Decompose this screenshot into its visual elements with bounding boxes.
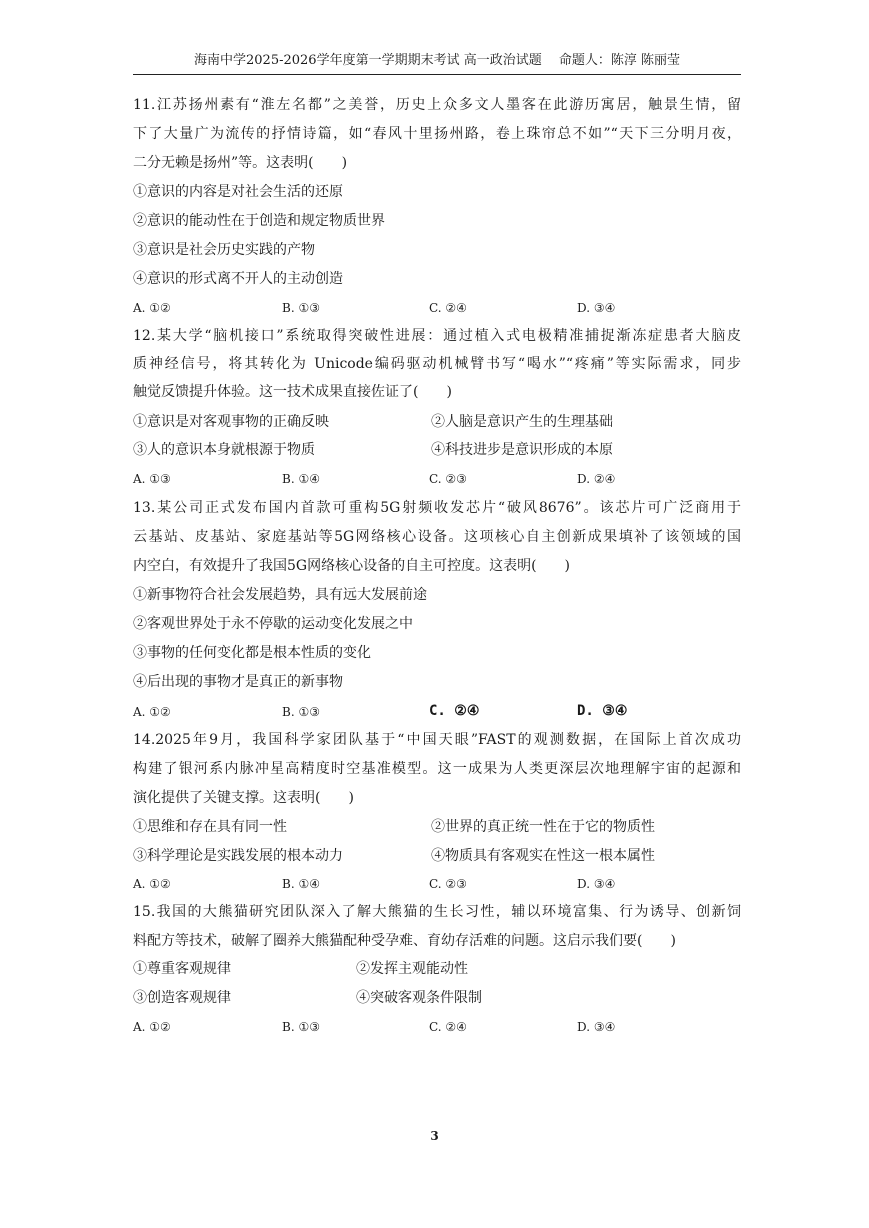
q11-item-2: ②意识的能动性在于创造和规定物质世界 xyxy=(133,213,385,229)
q11-stem-line-1: 11.江苏扬州素有“淮左名都”之美誉，历史上众多文人墨客在此游历寓居，触景生情，留 xyxy=(133,97,741,113)
q15-option-a: A. ①② xyxy=(133,1020,171,1034)
q15-option-b: B. ①③ xyxy=(282,1020,320,1034)
q15-item-4: ④突破客观条件限制 xyxy=(356,990,482,1006)
q12-option-a: A. ①③ xyxy=(133,472,171,486)
q14-item-3: ③科学理论是实践发展的根本动力 xyxy=(133,848,343,864)
q11-stem-line-2: 下了大量广为流传的抒情诗篇，如“春风十里扬州路，卷上珠帘总不如”“天下三分明月夜， xyxy=(133,126,741,142)
q15-item-2: ②发挥主观能动性 xyxy=(356,961,468,977)
q13-stem-line-1: 13.某公司正式发布国内首款可重构5G射频收发芯片“破风8676”。该芯片可广泛商用于 xyxy=(133,500,741,516)
q13-item-3: ③事物的任何变化都是根本性质的变化 xyxy=(133,645,371,661)
q15-option-d: D. ③④ xyxy=(577,1020,616,1034)
q14-stem-line-2: 构建了银河系内脉冲星高精度时空基准模型。这一成果为人类更深层次地理解宇宙的起源和 xyxy=(133,761,741,777)
q11-item-1: ①意识的内容是对社会生活的还原 xyxy=(133,184,343,200)
q13-item-1: ①新事物符合社会发展趋势，具有远大发展前途 xyxy=(133,587,427,603)
q11-item-4: ④意识的形式离不开人的主动创造 xyxy=(133,271,343,287)
q12-item-2: ②人脑是意识产生的生理基础 xyxy=(431,414,613,430)
q13-stem-line-2: 云基站、皮基站、家庭基站等5G网络核心设备。这项核心自主创新成果填补了该领域的国 xyxy=(133,529,741,545)
q15-stem-line-2: 料配方等技术，破解了圈养大熊猫配种受孕难、育幼存活难的问题。这启示我们要( ) xyxy=(133,933,676,949)
q13-option-a: A. ①② xyxy=(133,705,171,719)
q12-item-4: ④科技进步是意识形成的本原 xyxy=(431,442,613,458)
q13-item-2: ②客观世界处于永不停歇的运动变化发展之中 xyxy=(133,616,413,632)
q13-option-c: C. ②④ xyxy=(429,703,480,719)
q14-stem-line-1: 14.2025年9月，我国科学家团队基于“中国天眼”FAST的观测数据，在国际上首次成功 xyxy=(133,732,741,748)
q12-option-c: C. ②③ xyxy=(429,472,467,486)
q12-stem-line-1: 12.某大学“脑机接口”系统取得突破性进展：通过植入式电极精准捕捉渐冻症患者大脑皮 xyxy=(133,328,741,344)
q12-item-1: ①意识是对客观事物的正确反映 xyxy=(133,414,329,430)
q12-item-3: ③人的意识本身就根源于物质 xyxy=(133,442,315,458)
q14-option-a: A. ①② xyxy=(133,877,171,891)
q11-option-b: B. ①③ xyxy=(282,301,320,315)
q14-item-2: ②世界的真正统一性在于它的物质性 xyxy=(431,819,655,835)
page-header: 海南中学2025-2026学年度第一学期期末考试 高一政治试题 命题人：陈淳 陈丽莹 xyxy=(133,52,741,75)
q15-option-c: C. ②④ xyxy=(429,1020,467,1034)
q13-stem-line-3: 内空白，有效提升了我国5G网络核心设备的自主可控度。这表明( ) xyxy=(133,558,571,574)
q12-option-d: D. ②④ xyxy=(577,472,616,486)
q11-option-c: C. ②④ xyxy=(429,301,467,315)
q11-option-d: D. ③④ xyxy=(577,301,616,315)
q14-item-4: ④物质具有客观实在性这一根本属性 xyxy=(431,848,655,864)
q15-item-1: ①尊重客观规律 xyxy=(133,961,231,977)
q12-stem-line-2: 质神经信号，将其转化为 Unicode编码驱动机械臂书写“喝水”“疼痛”等实际需求，同步 xyxy=(133,356,741,372)
q13-option-d: D. ③④ xyxy=(577,703,628,719)
q15-item-3: ③创造客观规律 xyxy=(133,990,231,1006)
q14-item-1: ①思维和存在具有同一性 xyxy=(133,819,287,835)
q11-item-3: ③意识是社会历史实践的产物 xyxy=(133,242,315,258)
q13-option-b: B. ①③ xyxy=(282,705,320,719)
q13-item-4: ④后出现的事物才是真正的新事物 xyxy=(133,674,343,690)
q14-option-c: C. ②③ xyxy=(429,877,467,891)
q14-option-b: B. ①④ xyxy=(282,877,320,891)
page-number: 3 xyxy=(430,1129,439,1143)
q11-option-a: A. ①② xyxy=(133,301,171,315)
q12-option-b: B. ①④ xyxy=(282,472,320,486)
q14-stem-line-3: 演化提供了关键支撑。这表明( ) xyxy=(133,790,354,806)
q15-stem-line-1: 15.我国的大熊猫研究团队深入了解大熊猫的生长习性，辅以环境富集、行为诱导、创新饲 xyxy=(133,904,741,920)
q12-stem-line-3: 触觉反馈提升体验。这一技术成果直接佐证了( ) xyxy=(133,384,452,400)
q14-option-d: D. ③④ xyxy=(577,877,616,891)
q11-stem-line-3: 二分无赖是扬州”等。这表明( ) xyxy=(133,155,348,171)
